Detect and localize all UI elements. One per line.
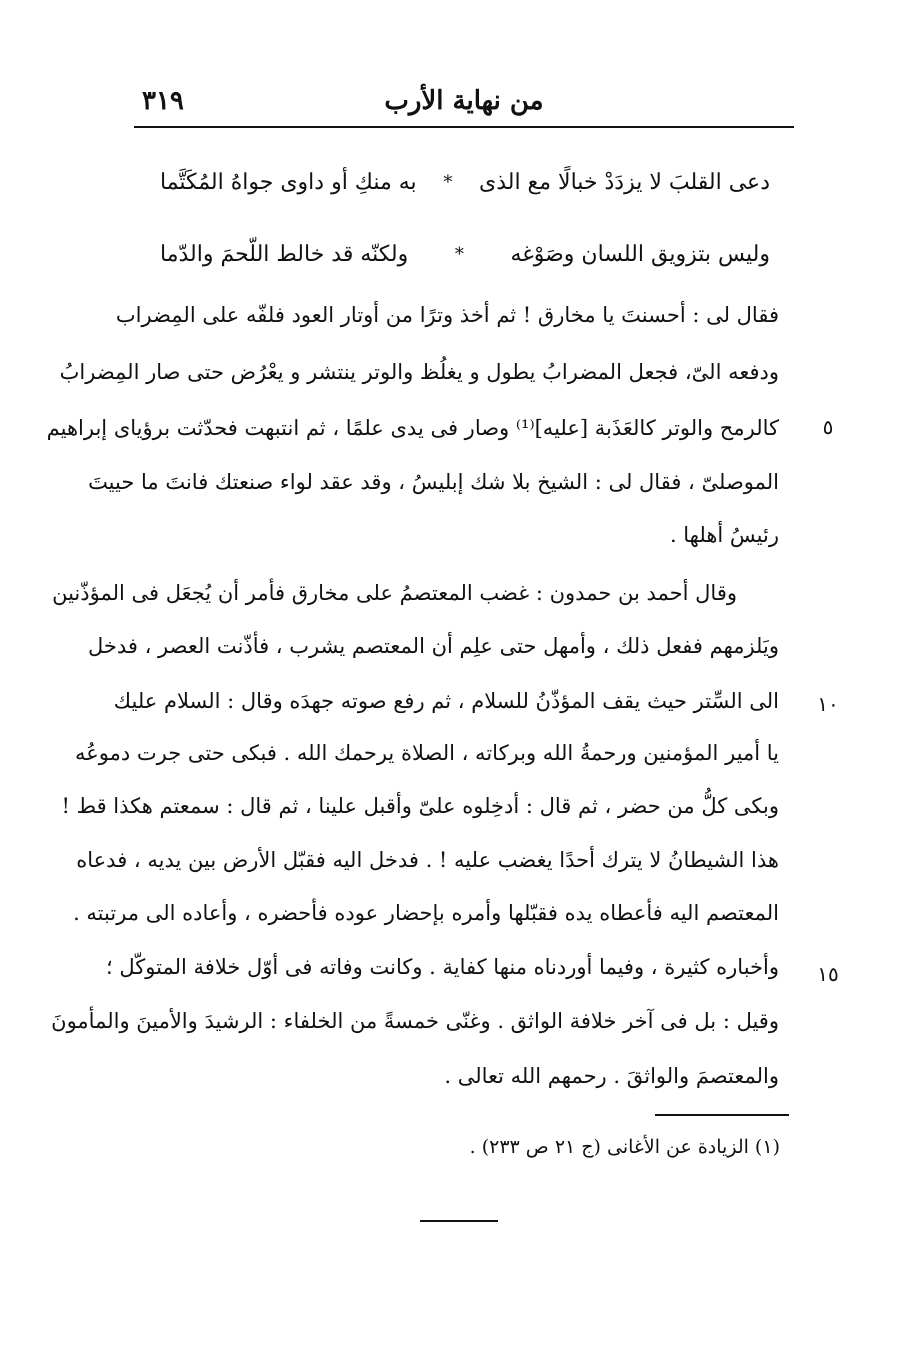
text-line: كالرمح والوتر كالعَذَبة [عليه]⁽¹⁾ وصار فى يدى علمًا ، ثم انتبهت فحدّثت برؤياى إبراهيم [46,416,779,440]
text-line: الى السِّتر حيث يقف المؤذّنُ للسلام ، ثم رفع صوته جهدَه وقال : السلام عليك [113,689,779,713]
text-line: والمعتصمَ والواثقَ . رحمهم الله تعالى . [444,1064,779,1088]
verse-right-hemistich: دعى القلبَ لا يزدَدْ خبالًا مع الذى [478,169,770,195]
verse-separator: * [443,171,453,193]
text-line: وقيل : بل فى آخر خلافة الواثق . وغنّى خمسةً من الخلفاء : الرشيدَ والأمينَ والمأمونَ [51,1009,779,1033]
text-line: فقال لى : أحسنتَ يا مخارق ! ثم أخذ وترًا من أوتار العود فلفّه على المِضراب [115,303,779,327]
text-line: يا أمير المؤمنين ورحمةُ الله وبركاته ، الصلاة يرحمك الله . فبكى حتى جرت دموعُه [74,741,779,765]
text-line: وبكى كلُّ من حضر ، ثم قال : أدخِلوه علىّ وأقبل علينا ، ثم قال : سمعتم هكذا قط ! [61,794,779,818]
page-number: ٣١٩ [142,86,184,116]
verse-separator: * [454,243,464,265]
end-rule [420,1220,498,1222]
page-header [134,78,794,128]
text-line: وأخباره كثيرة ، وفيما أوردناه منها كفاية . وكانت وفاته فى أوّل خلافة المتوكّل ؛ [106,955,779,979]
text-line: وقال أحمد بن حمدون : غضب المعتصمُ على مخارق فأمر أن يُجعَل فى المؤذّنين [52,581,737,605]
header-rule [134,126,794,128]
verse-right-hemistich: وليس بتزويق اللسان وصَوْغه [510,241,770,267]
text-line: المعتصم اليه فأعطاه يده فقبّلها وأمره بإحضار عوده فأحضره ، وأعاده الى مرتبته . [73,901,779,925]
line-number-marker: ٥ [822,415,834,439]
line-number-marker: ١٠ [817,692,839,716]
verse-line [160,162,770,202]
text-line: هذا الشيطانُ لا يترك أحدًا يغضب عليه ! . فدخل اليه فقبّل الأرض بين يديه ، فدعاه [76,848,779,872]
footnote: (١) الزيادة عن الأغانى (ج ٢١ ص ٢٣٣) . [469,1136,780,1158]
line-number-marker: ١٥ [817,962,839,986]
text-line: رئيسُ أهلها . [669,523,779,547]
text-line: ودفعه الىّ، فجعل المضرابُ يطول و يغلُظ والوتر ينتشر و يعْرُض حتى صار المِضرابُ [59,360,779,384]
text-line: ويَلزمهم ففعل ذلك ، وأمهل حتى علِم أن المعتصم يشرب ، فأذّنت العصر ، فدخل [87,634,779,658]
verse-line [160,234,770,274]
verse-left-hemistich: به منكِ أو داوى جواهُ المُكَتَّما [160,169,417,195]
running-title: من نهاية الأرب [384,86,544,116]
verse-left-hemistich: ولكنّه قد خالط اللّحمَ والدّما [160,241,409,267]
footnote-rule [655,1114,789,1116]
text-line: الموصلىّ ، فقال لى : الشيخ بلا شك إبليسُ ، وقد عقد لواء صنعتك فانتَ ما حييتَ [88,470,779,494]
